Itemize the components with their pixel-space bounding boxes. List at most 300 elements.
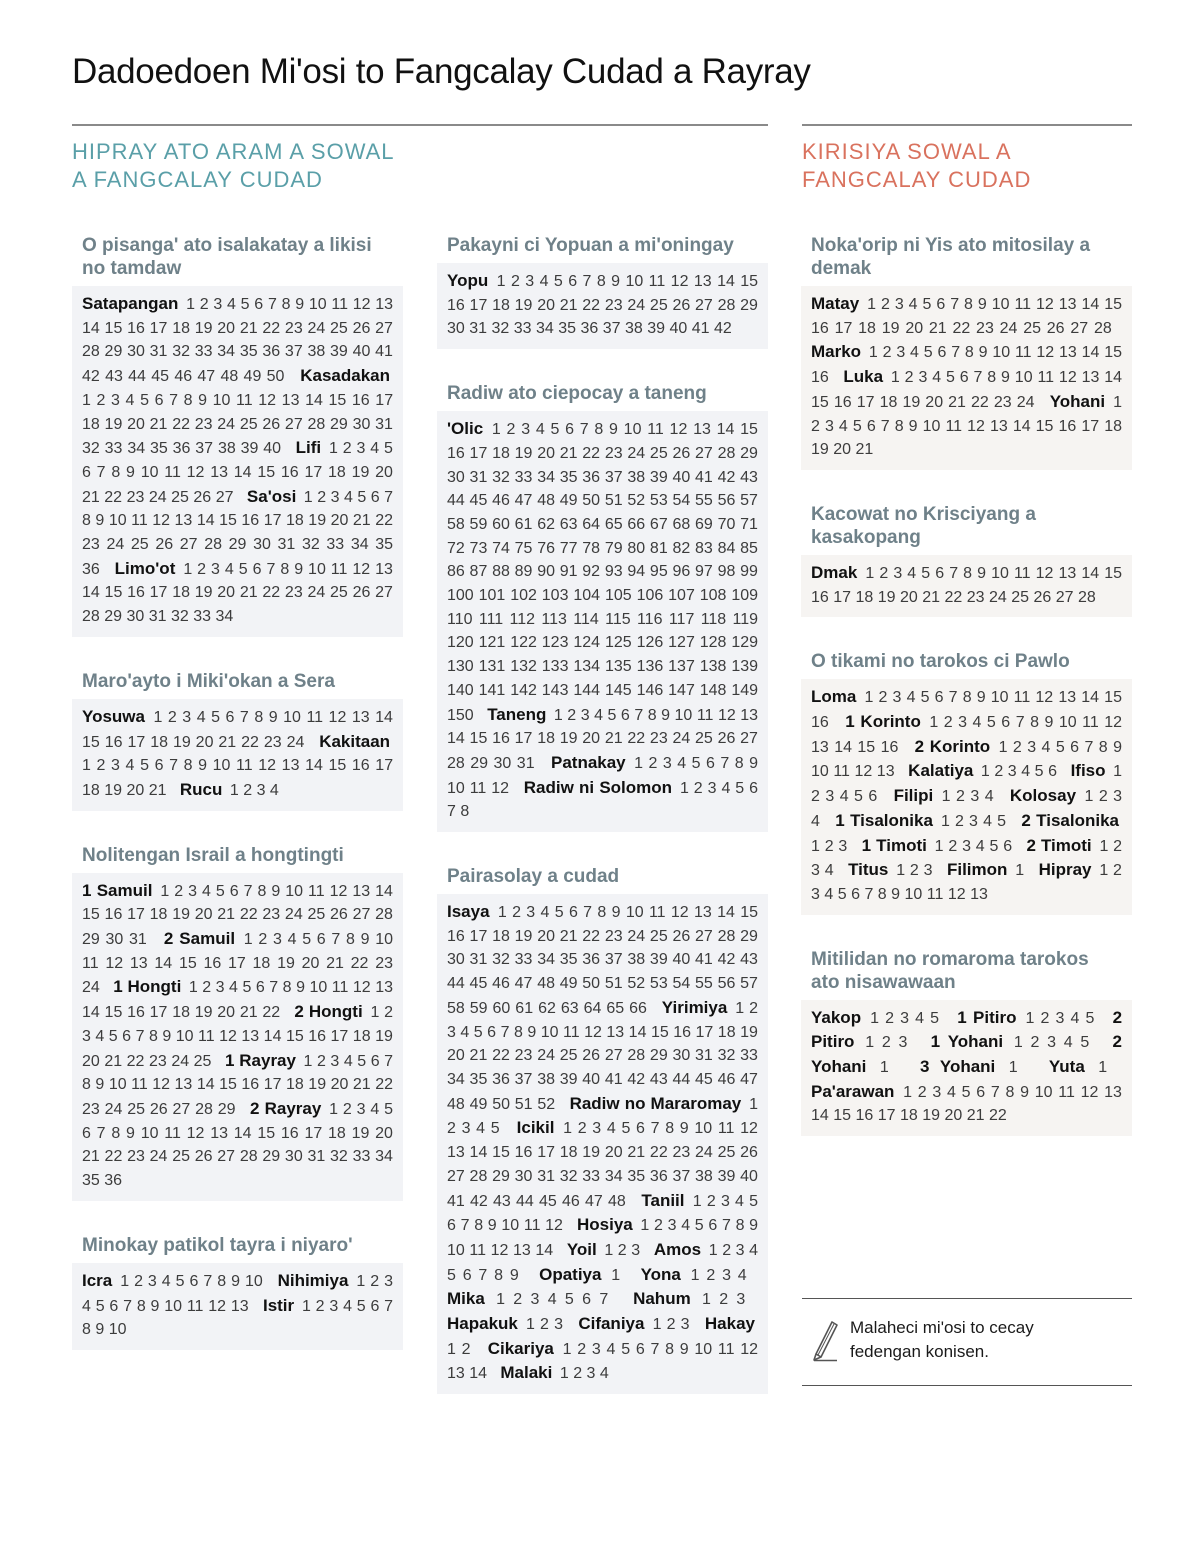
chapter-checkbox[interactable]: 1 <box>188 979 198 997</box>
chapter-checkbox[interactable]: 1 <box>652 1316 662 1334</box>
chapter-checkbox[interactable]: 3 <box>586 1365 596 1383</box>
chapter-checkbox[interactable]: 20 <box>537 444 555 462</box>
chapter-checkbox[interactable]: 12 <box>490 1241 509 1259</box>
chapter-checkbox[interactable]: 5 <box>242 979 252 997</box>
chapter-checkbox[interactable]: 1 <box>692 1192 702 1210</box>
chapter-checkbox[interactable]: 10 <box>164 1297 183 1315</box>
chapter-checkbox[interactable]: 11 <box>648 904 666 922</box>
chapter-checkbox[interactable]: 14 <box>535 1241 554 1259</box>
chapter-checkbox[interactable]: 14 <box>305 391 323 409</box>
chapter-checkbox[interactable]: 6 <box>635 1340 645 1358</box>
chapter-checkbox[interactable]: 31 <box>469 320 488 338</box>
chapter-checkbox[interactable]: 10 <box>1034 1083 1053 1101</box>
chapter-checkbox[interactable]: 35 <box>558 320 577 338</box>
chapter-checkbox[interactable]: 1 <box>879 1059 889 1077</box>
chapter-checkbox[interactable]: 31 <box>695 1047 713 1065</box>
chapter-checkbox[interactable]: 27 <box>284 415 303 433</box>
chapter-checkbox[interactable]: 4 <box>540 904 550 922</box>
chapter-checkbox[interactable]: 2 <box>706 1266 716 1284</box>
chapter-checkbox[interactable]: 12 <box>1058 369 1077 387</box>
chapter-checkbox[interactable]: 48 <box>537 492 555 510</box>
chapter-checkbox[interactable]: 25 <box>330 319 348 337</box>
chapter-checkbox[interactable]: 33 <box>582 1167 601 1185</box>
chapter-checkbox[interactable]: 85 <box>740 539 758 557</box>
chapter-checkbox[interactable]: 13 <box>375 296 394 313</box>
chapter-checkbox[interactable]: 17 <box>695 1023 714 1041</box>
chapter-checkbox[interactable]: 21 <box>928 319 947 337</box>
chapter-checkbox[interactable]: 5 <box>621 1340 631 1358</box>
chapter-checkbox[interactable]: 20 <box>375 463 393 481</box>
chapter-checkbox[interactable]: 3 <box>111 757 120 775</box>
chapter-checkbox[interactable]: 4 <box>824 885 834 903</box>
chapter-checkbox[interactable]: 24 <box>82 979 100 997</box>
chapter-checkbox[interactable]: 15 <box>833 1107 852 1125</box>
chapter-checkbox[interactable]: 44 <box>516 1192 534 1210</box>
chapter-checkbox[interactable]: 6 <box>749 779 759 797</box>
chapter-checkbox[interactable]: 31 <box>537 1167 555 1185</box>
chapter-checkbox[interactable]: 7 <box>266 560 276 578</box>
chapter-checkbox[interactable]: 21 <box>559 927 578 945</box>
chapter-checkbox[interactable]: 6 <box>154 391 164 409</box>
chapter-checkbox[interactable]: 6 <box>1003 837 1013 855</box>
chapter-checkbox[interactable]: 13 <box>352 882 371 900</box>
chapter-checkbox[interactable]: 7 <box>460 1217 470 1235</box>
chapter-checkbox[interactable]: 15 <box>178 954 197 972</box>
chapter-checkbox[interactable]: 12 <box>352 979 371 997</box>
chapter-checkbox[interactable]: 10 <box>623 421 642 439</box>
chapter-checkbox[interactable]: 9 <box>749 1217 759 1235</box>
chapter-checkbox[interactable]: 5 <box>384 440 393 458</box>
chapter-checkbox[interactable]: 1 <box>183 560 193 578</box>
chapter-checkbox[interactable]: 22 <box>104 1148 123 1166</box>
chapter-checkbox[interactable]: 7 <box>721 1217 731 1235</box>
chapter-checkbox[interactable]: 4 <box>983 812 992 830</box>
chapter-checkbox[interactable]: 22 <box>172 415 190 433</box>
chapter-checkbox[interactable]: 24 <box>537 1047 555 1065</box>
chapter-checkbox[interactable]: 19 <box>514 927 533 945</box>
chapter-checkbox[interactable]: 2 <box>879 564 889 582</box>
chapter-checkbox[interactable]: 22 <box>944 588 963 606</box>
chapter-checkbox[interactable]: 27 <box>740 730 758 748</box>
chapter-checkbox[interactable]: 33 <box>352 1148 371 1166</box>
chapter-checkbox[interactable]: 12 <box>1036 296 1054 313</box>
chapter-checkbox[interactable]: 1 <box>702 1291 711 1309</box>
chapter-checkbox[interactable]: 120 <box>447 634 474 652</box>
chapter-checkbox[interactable]: 14 <box>1012 417 1031 435</box>
chapter-checkbox[interactable]: 27 <box>695 444 713 462</box>
chapter-checkbox[interactable]: 21 <box>148 781 167 799</box>
chapter-checkbox[interactable]: 32 <box>559 1167 578 1185</box>
chapter-checkbox[interactable]: 8 <box>1030 714 1039 732</box>
chapter-checkbox[interactable]: 11 <box>926 885 944 903</box>
chapter-checkbox[interactable]: 24 <box>106 536 125 554</box>
chapter-checkbox[interactable]: 87 <box>469 563 488 581</box>
chapter-checkbox[interactable]: 3 <box>447 1023 456 1041</box>
chapter-checkbox[interactable]: 8 <box>987 369 997 387</box>
chapter-checkbox[interactable]: 8 <box>82 1076 91 1094</box>
chapter-checkbox[interactable]: 3 <box>838 837 848 855</box>
chapter-checkbox[interactable]: 103 <box>541 587 569 605</box>
chapter-checkbox[interactable]: 12 <box>947 885 966 903</box>
chapter-checkbox[interactable]: 6 <box>487 1023 497 1041</box>
chapter-checkbox[interactable]: 10 <box>540 1023 559 1041</box>
chapter-checkbox[interactable]: 11 <box>717 1120 735 1138</box>
chapter-checkbox[interactable]: 28 <box>82 608 100 626</box>
chapter-checkbox[interactable]: 5 <box>749 1192 759 1210</box>
chapter-checkbox[interactable]: 28 <box>239 1148 258 1166</box>
chapter-checkbox[interactable]: 37 <box>604 468 623 486</box>
chapter-checkbox[interactable]: 12 <box>584 1023 602 1041</box>
chapter-checkbox[interactable]: 2 <box>573 1365 583 1383</box>
chapter-checkbox[interactable]: 23 <box>672 1144 691 1162</box>
chapter-checkbox[interactable]: 1 <box>160 882 170 900</box>
chapter-checkbox[interactable]: 17 <box>149 584 168 602</box>
chapter-checkbox[interactable]: 10 <box>990 689 1009 707</box>
chapter-checkbox[interactable]: 11 <box>1013 564 1031 582</box>
chapter-checkbox[interactable]: 6 <box>447 1217 456 1235</box>
chapter-checkbox[interactable]: 21 <box>82 1148 100 1166</box>
chapter-checkbox[interactable]: 52 <box>537 1095 556 1113</box>
chapter-checkbox[interactable]: 31 <box>277 536 296 554</box>
chapter-checkbox[interactable]: 13 <box>230 1297 249 1315</box>
chapter-checkbox[interactable]: 13 <box>1104 1083 1122 1101</box>
chapter-checkbox[interactable]: 2 <box>917 1083 927 1101</box>
chapter-checkbox[interactable]: 10 <box>625 904 644 922</box>
chapter-checkbox[interactable]: 21 <box>922 588 941 606</box>
chapter-checkbox[interactable]: 1 <box>865 1034 875 1052</box>
chapter-checkbox[interactable]: 3 <box>811 862 820 880</box>
chapter-checkbox[interactable]: 5 <box>837 885 847 903</box>
chapter-checkbox[interactable]: 7 <box>634 706 644 724</box>
chapter-checkbox[interactable]: 19 <box>104 781 123 799</box>
chapter-checkbox[interactable]: 35 <box>559 468 578 486</box>
chapter-checkbox[interactable]: 50 <box>266 368 285 386</box>
chapter-checkbox[interactable]: 1 <box>708 1241 718 1259</box>
chapter-checkbox[interactable]: 35 <box>82 1172 100 1190</box>
chapter-checkbox[interactable]: 39 <box>330 343 348 361</box>
chapter-checkbox[interactable]: 44 <box>447 492 465 510</box>
chapter-checkbox[interactable]: 1 <box>496 1291 505 1309</box>
chapter-checkbox[interactable]: 13 <box>447 1144 465 1162</box>
chapter-checkbox[interactable]: 1 <box>153 708 163 726</box>
chapter-checkbox[interactable]: 38 <box>307 343 326 361</box>
chapter-checkbox[interactable]: 36 <box>582 468 601 486</box>
chapter-checkbox[interactable]: 31 <box>469 468 488 486</box>
chapter-checkbox[interactable]: 13 <box>351 708 370 726</box>
chapter-checkbox[interactable]: 7 <box>243 882 253 900</box>
chapter-checkbox[interactable]: 11 <box>331 979 349 997</box>
chapter-checkbox[interactable]: 17 <box>537 1144 555 1162</box>
chapter-checkbox[interactable]: 8 <box>596 273 606 290</box>
chapter-checkbox[interactable]: 7 <box>720 754 730 772</box>
chapter-checkbox[interactable]: 22 <box>241 733 259 751</box>
chapter-checkbox[interactable]: 7 <box>239 708 249 726</box>
chapter-checkbox[interactable]: 63 <box>559 515 578 533</box>
chapter-checkbox[interactable]: 8 <box>964 344 974 362</box>
chapter-checkbox[interactable]: 117 <box>668 610 695 628</box>
chapter-checkbox[interactable]: 16 <box>351 757 370 775</box>
chapter-checkbox[interactable]: 11 <box>945 417 963 435</box>
chapter-checkbox[interactable]: 39 <box>649 951 668 969</box>
chapter-checkbox[interactable]: 17 <box>469 927 488 945</box>
chapter-checkbox[interactable]: 114 <box>573 610 599 628</box>
chapter-checkbox[interactable]: 33 <box>104 440 123 458</box>
chapter-checkbox[interactable]: 14 <box>82 1004 100 1022</box>
chapter-checkbox[interactable]: 2 <box>824 837 834 855</box>
chapter-checkbox[interactable]: 35 <box>469 1070 488 1088</box>
chapter-checkbox[interactable]: 55 <box>695 492 713 510</box>
chapter-checkbox[interactable]: 55 <box>695 975 713 993</box>
chapter-checkbox[interactable]: 18 <box>286 1076 304 1094</box>
chapter-checkbox[interactable]: 11 <box>198 1027 215 1045</box>
chapter-checkbox[interactable]: 4 <box>839 788 849 806</box>
chapter-checkbox[interactable]: 29 <box>217 1100 236 1118</box>
chapter-checkbox[interactable]: 23 <box>649 730 668 748</box>
chapter-checkbox[interactable]: 47 <box>514 492 533 510</box>
chapter-checkbox[interactable]: 23 <box>82 1100 100 1118</box>
chapter-checkbox[interactable]: 17 <box>856 393 875 411</box>
chapter-checkbox[interactable]: 24 <box>149 1148 168 1166</box>
chapter-checkbox[interactable]: 9 <box>978 344 988 362</box>
chapter-checkbox[interactable]: 35 <box>627 1167 646 1185</box>
chapter-checkbox[interactable]: 26 <box>193 488 212 506</box>
chapter-checkbox[interactable]: 7 <box>269 979 279 997</box>
chapter-checkbox[interactable]: 27 <box>179 536 198 554</box>
chapter-checkbox[interactable]: 5 <box>473 1023 483 1041</box>
chapter-checkbox[interactable]: 12 <box>717 706 736 724</box>
chapter-checkbox[interactable]: 11 <box>1014 344 1032 362</box>
chapter-checkbox[interactable]: 14 <box>1081 344 1100 362</box>
chapter-checkbox[interactable]: 2 <box>909 862 919 880</box>
chapter-checkbox[interactable]: 5 <box>553 273 563 290</box>
chapter-checkbox[interactable]: 70 <box>717 515 736 533</box>
chapter-checkbox[interactable]: 42 <box>717 951 736 969</box>
chapter-checkbox[interactable]: 27 <box>695 296 713 314</box>
chapter-checkbox[interactable]: 9 <box>294 560 304 578</box>
chapter-checkbox[interactable]: 19 <box>922 1107 941 1125</box>
chapter-checkbox[interactable]: 26 <box>672 444 691 462</box>
chapter-checkbox[interactable]: 11 <box>131 1076 148 1094</box>
chapter-checkbox[interactable]: 20 <box>195 733 214 751</box>
chapter-checkbox[interactable]: 18 <box>328 1124 346 1142</box>
chapter-checkbox[interactable]: 25 <box>649 927 668 945</box>
chapter-checkbox[interactable]: 12 <box>352 560 371 578</box>
chapter-checkbox[interactable]: 10 <box>625 273 644 290</box>
chapter-checkbox[interactable]: 146 <box>636 681 664 699</box>
chapter-checkbox[interactable]: 4 <box>370 1100 380 1118</box>
chapter-checkbox[interactable]: 17 <box>304 1124 323 1142</box>
chapter-checkbox[interactable]: 6 <box>568 273 578 290</box>
chapter-checkbox[interactable]: 95 <box>649 563 668 581</box>
chapter-checkbox[interactable]: 5 <box>108 1027 118 1045</box>
chapter-checkbox[interactable]: 5 <box>238 560 248 578</box>
chapter-checkbox[interactable]: 12 <box>1104 714 1123 732</box>
chapter-checkbox[interactable]: 11 <box>1082 714 1099 732</box>
chapter-checkbox[interactable]: 1 <box>356 1272 366 1290</box>
chapter-checkbox[interactable]: 17 <box>834 319 853 337</box>
chapter-checkbox[interactable]: 56 <box>717 975 736 993</box>
chapter-checkbox[interactable]: 5 <box>302 931 312 949</box>
chapter-checkbox[interactable]: 9 <box>527 1023 537 1041</box>
chapter-checkbox[interactable]: 8 <box>111 463 121 481</box>
chapter-checkbox[interactable]: 99 <box>740 563 758 581</box>
chapter-checkbox[interactable]: 11 <box>1058 1083 1075 1101</box>
chapter-checkbox[interactable]: 16 <box>308 1027 327 1045</box>
chapter-checkbox[interactable]: 150 <box>447 706 474 724</box>
chapter-checkbox[interactable]: 34 <box>537 468 555 486</box>
chapter-checkbox[interactable]: 28 <box>469 1167 488 1185</box>
chapter-checkbox[interactable]: 4 <box>984 788 994 806</box>
chapter-checkbox[interactable]: 5 <box>240 296 250 313</box>
chapter-checkbox[interactable]: 19 <box>308 1076 327 1094</box>
chapter-checkbox[interactable]: 12 <box>545 1217 563 1235</box>
chapter-checkbox[interactable]: 24 <box>627 296 646 314</box>
chapter-checkbox[interactable]: 1 <box>941 788 951 806</box>
chapter-checkbox[interactable]: 86 <box>447 563 465 581</box>
chapter-checkbox[interactable]: 5 <box>694 1217 704 1235</box>
chapter-checkbox[interactable]: 8 <box>183 391 193 409</box>
chapter-checkbox[interactable]: 3 <box>356 440 366 458</box>
chapter-checkbox[interactable]: 25 <box>171 488 189 506</box>
chapter-checkbox[interactable]: 36 <box>262 343 281 361</box>
chapter-checkbox[interactable]: 1 <box>870 1009 880 1027</box>
chapter-checkbox[interactable]: 1 <box>1098 1059 1108 1077</box>
chapter-checkbox[interactable]: 17 <box>469 296 488 314</box>
chapter-checkbox[interactable]: 7 <box>203 1272 213 1290</box>
chapter-checkbox[interactable]: 35 <box>559 951 578 969</box>
chapter-checkbox[interactable]: 5 <box>921 564 931 582</box>
chapter-checkbox[interactable]: 32 <box>330 1148 348 1166</box>
chapter-checkbox[interactable]: 23 <box>194 415 213 433</box>
chapter-checkbox[interactable]: 1 <box>229 781 239 799</box>
chapter-checkbox[interactable]: 17 <box>127 733 146 751</box>
chapter-checkbox[interactable]: 28 <box>195 1100 213 1118</box>
chapter-checkbox[interactable]: 15 <box>857 738 876 756</box>
chapter-checkbox[interactable]: 44 <box>447 975 465 993</box>
chapter-checkbox[interactable]: 12 <box>186 463 205 481</box>
chapter-checkbox[interactable]: 2 <box>878 689 888 707</box>
chapter-checkbox[interactable]: 7 <box>864 885 874 903</box>
chapter-checkbox[interactable]: 13 <box>989 417 1008 435</box>
chapter-checkbox[interactable]: 4 <box>370 440 380 458</box>
chapter-checkbox[interactable]: 2 <box>510 273 520 290</box>
chapter-checkbox[interactable]: 8 <box>963 564 973 582</box>
chapter-checkbox[interactable]: 16 <box>127 1004 145 1022</box>
chapter-checkbox[interactable]: 30 <box>514 1167 533 1185</box>
chapter-checkbox[interactable]: 15 <box>650 1023 669 1041</box>
chapter-checkbox[interactable]: 6 <box>370 1297 380 1315</box>
chapter-checkbox[interactable]: 1 <box>811 837 820 855</box>
chapter-checkbox[interactable]: 12 <box>152 512 171 530</box>
chapter-checkbox[interactable]: 26 <box>672 927 691 945</box>
chapter-checkbox[interactable]: 5 <box>735 779 745 797</box>
chapter-checkbox[interactable]: 47 <box>740 1070 758 1088</box>
chapter-checkbox[interactable]: 60 <box>492 999 511 1017</box>
chapter-checkbox[interactable]: 2 <box>749 999 759 1017</box>
chapter-checkbox[interactable]: 34 <box>537 951 555 969</box>
chapter-checkbox[interactable]: 13 <box>174 512 193 530</box>
chapter-checkbox[interactable]: 12 <box>1036 344 1055 362</box>
chapter-checkbox[interactable]: 33 <box>194 343 213 361</box>
chapter-checkbox[interactable]: 1 <box>1013 1034 1023 1052</box>
chapter-checkbox[interactable]: 21 <box>948 393 966 411</box>
chapter-checkbox[interactable]: 2 <box>567 706 577 724</box>
chapter-checkbox[interactable]: 13 <box>375 560 393 578</box>
chapter-checkbox[interactable]: 1 <box>864 689 874 707</box>
chapter-checkbox[interactable]: 15 <box>492 1144 510 1162</box>
chapter-checkbox[interactable]: 18 <box>858 319 876 337</box>
chapter-checkbox[interactable]: 11 <box>1037 369 1055 387</box>
chapter-checkbox[interactable]: 36 <box>82 560 100 578</box>
chapter-checkbox[interactable]: 6 <box>866 417 876 435</box>
chapter-checkbox[interactable]: 9 <box>126 1124 135 1142</box>
chapter-checkbox[interactable]: 23 <box>604 296 623 314</box>
chapter-checkbox[interactable]: 116 <box>636 610 663 628</box>
chapter-checkbox[interactable]: 79 <box>604 539 623 557</box>
chapter-checkbox[interactable]: 20 <box>944 1107 963 1125</box>
chapter-checkbox[interactable]: 18 <box>172 1004 190 1022</box>
chapter-checkbox[interactable]: 8 <box>494 1266 504 1284</box>
chapter-checkbox[interactable]: 2 <box>96 757 106 775</box>
chapter-checkbox[interactable]: 20 <box>375 1124 393 1142</box>
chapter-checkbox[interactable]: 24 <box>217 415 236 433</box>
chapter-checkbox[interactable]: 18 <box>537 730 555 748</box>
chapter-checkbox[interactable]: 7 <box>650 1120 660 1138</box>
chapter-checkbox[interactable]: 5 <box>490 1120 500 1138</box>
chapter-checkbox[interactable]: 123 <box>541 634 569 652</box>
chapter-checkbox[interactable]: 11 <box>330 560 348 578</box>
chapter-checkbox[interactable]: 14 <box>447 730 465 748</box>
chapter-checkbox[interactable]: 29 <box>228 536 247 554</box>
chapter-checkbox[interactable]: 9 <box>198 391 208 409</box>
chapter-checkbox[interactable]: 2 <box>1098 788 1108 806</box>
chapter-checkbox[interactable]: 38 <box>537 1070 555 1088</box>
chapter-checkbox[interactable]: 8 <box>148 1027 158 1045</box>
chapter-checkbox[interactable]: 3 <box>521 421 531 439</box>
chapter-checkbox[interactable]: 13 <box>281 757 300 775</box>
chapter-checkbox[interactable]: 16 <box>492 730 510 748</box>
chapter-checkbox[interactable]: 16 <box>104 906 123 924</box>
chapter-checkbox[interactable]: 19 <box>881 319 900 337</box>
chapter-checkbox[interactable]: 66 <box>629 999 647 1017</box>
chapter-checkbox[interactable]: 11 <box>523 1217 541 1235</box>
chapter-checkbox[interactable]: 32 <box>491 320 510 338</box>
chapter-checkbox[interactable]: 1 <box>82 391 91 409</box>
chapter-checkbox[interactable]: 17 <box>127 906 145 924</box>
chapter-checkbox[interactable]: 11 <box>236 757 253 775</box>
chapter-checkbox[interactable]: 28 <box>717 296 736 314</box>
chapter-checkbox[interactable]: 3 <box>900 1009 910 1027</box>
chapter-checkbox[interactable]: 14 <box>469 1365 488 1383</box>
chapter-checkbox[interactable]: 21 <box>82 488 100 506</box>
chapter-checkbox[interactable]: 24 <box>695 1144 713 1162</box>
chapter-checkbox[interactable]: 4 <box>82 1297 91 1315</box>
chapter-checkbox[interactable]: 19 <box>514 444 533 462</box>
chapter-checkbox[interactable]: 16 <box>811 714 829 732</box>
chapter-checkbox[interactable]: 19 <box>104 415 123 433</box>
chapter-checkbox[interactable]: 23 <box>514 1047 533 1065</box>
chapter-checkbox[interactable]: 4 <box>975 837 985 855</box>
chapter-checkbox[interactable]: 49 <box>559 492 578 510</box>
chapter-checkbox[interactable]: 9 <box>1113 738 1122 756</box>
chapter-checkbox[interactable]: 28 <box>204 536 222 554</box>
chapter-checkbox[interactable]: 12 <box>219 1027 237 1045</box>
chapter-checkbox[interactable]: 9 <box>1020 1083 1030 1101</box>
chapter-checkbox[interactable]: 14 <box>196 512 215 530</box>
chapter-checkbox[interactable]: 21 <box>559 444 578 462</box>
chapter-checkbox[interactable]: 60 <box>492 515 510 533</box>
chapter-checkbox[interactable]: 5 <box>961 1083 971 1101</box>
